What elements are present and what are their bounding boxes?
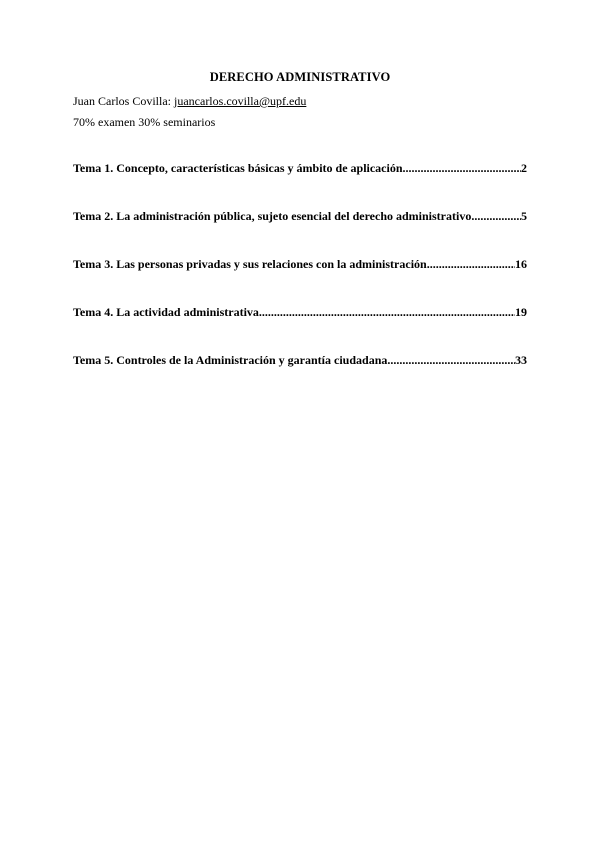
document-title: DERECHO ADMINISTRATIVO [209, 70, 391, 84]
toc-item-page-number: 19 [515, 305, 527, 319]
grading-line: 70% examen 30% seminarios [73, 115, 216, 129]
toc-item-page-number: 2 [521, 161, 527, 175]
author-email-link[interactable]: juancarlos.covilla@upf.edu [174, 94, 307, 108]
toc-dot-leader [427, 256, 515, 272]
toc-item-page-number: 33 [515, 353, 527, 367]
author-line [73, 94, 306, 109]
toc-item-label: Tema 4. La actividad administrativa [73, 305, 259, 319]
toc-item-tema-1[interactable] [73, 160, 527, 176]
toc-item-tema-3[interactable] [73, 256, 527, 272]
toc-item-tema-5[interactable] [73, 352, 527, 368]
table-of-contents [73, 160, 527, 400]
author-name: Juan Carlos Covilla: [73, 94, 174, 108]
toc-item-label: Tema 1. Concepto, características básicas y ámbito de aplicación [73, 161, 403, 175]
toc-dot-leader [259, 304, 515, 320]
toc-dot-leader [387, 352, 515, 368]
toc-item-label: Tema 5. Controles de la Administración y garantía ciudadana [73, 353, 388, 367]
toc-item-tema-4[interactable] [73, 304, 527, 320]
toc-item-page-number: 16 [515, 257, 527, 271]
toc-item-label: Tema 2. La administración pública, sujeto esencial del derecho administrativo [73, 209, 472, 223]
toc-item-label: Tema 3. Las personas privadas y sus relaciones con la administración [73, 257, 427, 271]
toc-dot-leader [403, 160, 521, 176]
toc-item-tema-2[interactable] [73, 208, 527, 224]
toc-item-page-number: 5 [521, 209, 527, 223]
toc-dot-leader [471, 208, 521, 224]
